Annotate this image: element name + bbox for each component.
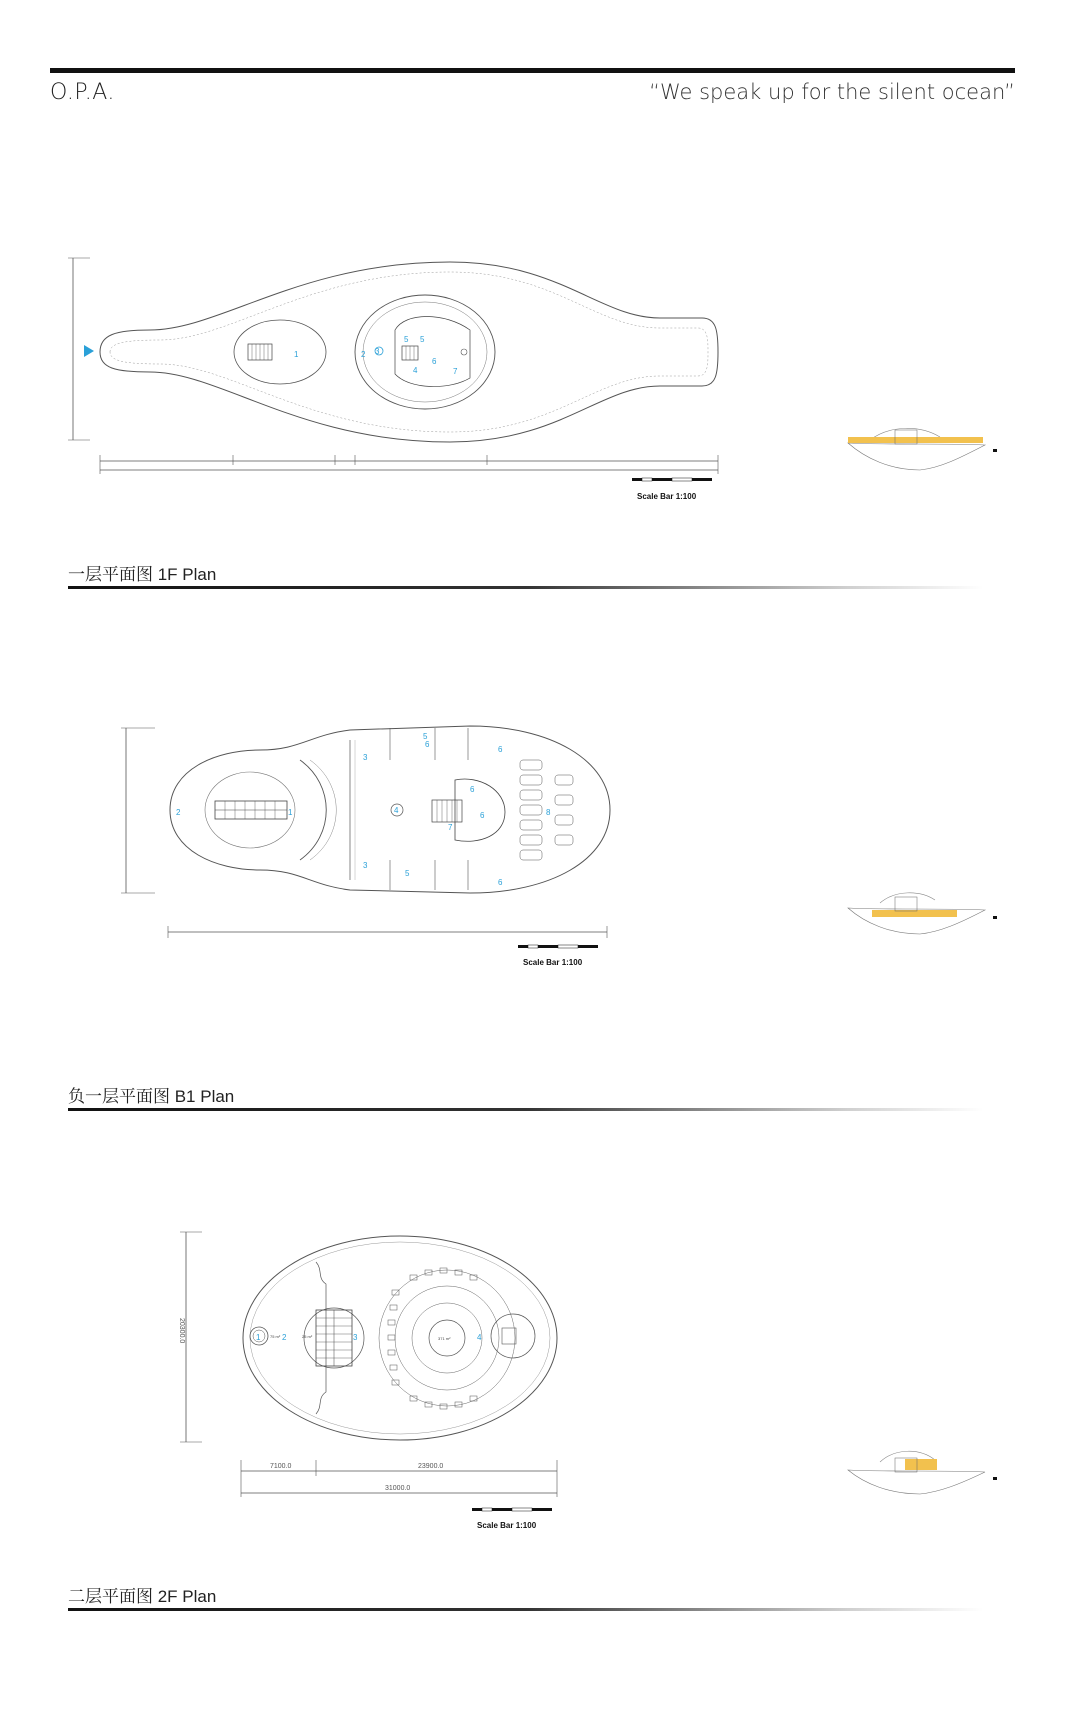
scale-bar-label-1f: Scale Bar 1:100 <box>637 492 697 501</box>
room-number: 3 <box>363 861 368 870</box>
dimension-label: 31000.0 <box>385 1485 411 1492</box>
brand-title: O.P.A. <box>50 80 115 105</box>
room-number: 6 <box>498 878 503 887</box>
plan-caption-b1: 负一层平面图 B1 Plan <box>68 1087 235 1106</box>
entry-arrow-icon <box>84 345 94 357</box>
room-number: 4 <box>394 806 399 815</box>
room-number: 7 <box>448 823 453 832</box>
scale-bar-label-2f: Scale Bar 1:100 <box>477 1521 537 1530</box>
area-label: 75 m² <box>270 1334 281 1339</box>
dimension-label: 20300.0 <box>178 1318 185 1344</box>
area-label: 371 m² <box>438 1336 451 1341</box>
room-number: 4 <box>477 1333 482 1342</box>
plan-b1-drawing <box>0 700 1080 980</box>
dimension-label: 7100.0 <box>270 1463 292 1470</box>
scale-bar-label-b1: Scale Bar 1:100 <box>523 958 583 967</box>
section-key-b1 <box>848 893 997 934</box>
room-number: 3 <box>375 347 380 356</box>
section-key-2f <box>848 1451 997 1494</box>
section-key-1f <box>848 428 997 470</box>
room-number: 3 <box>353 1333 358 1342</box>
room-number: 6 <box>425 740 430 749</box>
dimension-label: 23900.0 <box>418 1463 444 1470</box>
room-number: 6 <box>470 785 475 794</box>
room-number: 6 <box>432 357 437 366</box>
plan-caption-1f: 一层平面图 1F Plan <box>68 565 217 584</box>
room-number: 6 <box>498 745 503 754</box>
plan-2f-drawing <box>0 1220 1080 1550</box>
room-number: 5 <box>404 335 409 344</box>
room-number: 1 <box>288 808 293 817</box>
room-number: 5 <box>405 869 410 878</box>
room-number: 8 <box>546 808 551 817</box>
room-number: 6 <box>480 811 485 820</box>
room-number: 3 <box>363 753 368 762</box>
plan-caption-2f: 二层平面图 2F Plan <box>68 1587 217 1606</box>
room-number: 5 <box>423 732 428 741</box>
room-number: 5 <box>420 335 425 344</box>
room-number: 7 <box>453 367 458 376</box>
room-number: 2 <box>282 1333 287 1342</box>
caption-rule-b1 <box>68 1108 983 1111</box>
plan-1f-drawing <box>0 0 1080 520</box>
caption-rule-1f <box>68 586 983 589</box>
room-number: 4 <box>413 366 418 375</box>
caption-rule-2f <box>68 1608 983 1611</box>
motto-text: “We speak up for the silent ocean” <box>649 80 1015 104</box>
room-number: 2 <box>176 808 181 817</box>
area-label: 25 m² <box>302 1334 313 1339</box>
room-number: 1 <box>294 350 299 359</box>
room-number: 1 <box>256 1333 261 1342</box>
room-number: 2 <box>361 350 366 359</box>
